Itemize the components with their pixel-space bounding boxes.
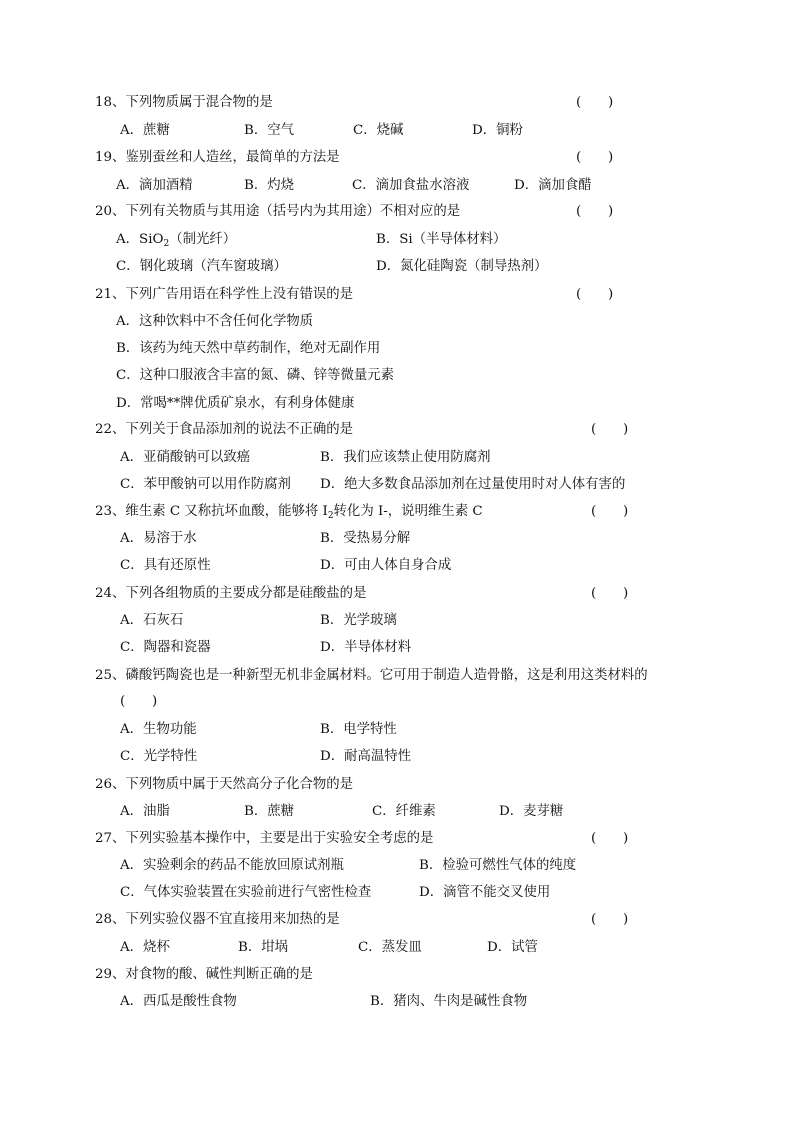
question-23-option-b: B．受热易分解 (320, 531, 411, 546)
question-19-option-d: D．滴加食醋 (514, 178, 592, 193)
question-28-option-d: D．试管 (487, 940, 538, 955)
question-21-option-a: A．这种饮料中不含任何化学物质 (116, 314, 314, 329)
question-19-option-b: B．灼烧 (244, 178, 295, 193)
question-22-stem: 22、下列关于食品添加剂的说法不正确的是 (95, 422, 354, 437)
question-25-option-d: D．耐高温特性 (320, 749, 412, 764)
question-24-option-c: C．陶器和瓷器 (120, 640, 211, 655)
question-24-option-a: A．石灰石 (120, 613, 184, 628)
question-22-option-b: B．我们应该禁止使用防腐剂 (320, 450, 491, 465)
question-20-option-d: D．氮化硅陶瓷（制导热剂） (376, 259, 548, 274)
option-a-use: （制光纤） (169, 232, 237, 247)
stem-part-1: 23、维生素 C 又称抗坏血酸，能够将 I (95, 504, 328, 519)
subscript: 2 (327, 511, 334, 521)
question-20-answer-paren: ( ) (576, 204, 614, 219)
subscript: 2 (163, 239, 170, 249)
question-23-option-d: D．可由人体自身合成 (320, 558, 452, 573)
question-26-option-b: B．蔗糖 (244, 804, 295, 819)
question-23-answer-paren: ( ) (591, 504, 629, 519)
question-20-option-b: B．Si（半导体材料） (376, 232, 507, 247)
option-a-formula: A．SiO (116, 232, 164, 247)
question-27-answer-paren: ( ) (591, 831, 629, 846)
question-25-stem: 25、磷酸钙陶瓷也是一种新型无机非金属材料。它可用于制造人造骨骼，这是利用这类材料的 (95, 668, 648, 683)
question-18-answer-paren: ( ) (576, 95, 614, 110)
question-26-option-a: A．油脂 (120, 804, 170, 819)
question-29-option-a: A．西瓜是酸性食物 (120, 994, 237, 1009)
question-22-answer-paren: ( ) (591, 422, 629, 437)
question-24-option-d: D．半导体材料 (320, 640, 412, 655)
question-18-option-a: A．蔗糖 (120, 123, 170, 138)
stem-part-2: 转化为 I-，说明维生素 C (333, 504, 483, 519)
question-28-answer-paren: ( ) (591, 912, 629, 927)
question-25-option-a: A．生物功能 (120, 722, 197, 737)
question-27-option-d: D．滴管不能交叉使用 (419, 885, 551, 900)
question-20-stem: 20、下列有关物质与其用途（括号内为其用途）不相对应的是 (95, 204, 461, 219)
question-26-stem: 26、下列物质中属于天然高分子化合物的是 (95, 777, 354, 792)
question-18-option-d: D．铜粉 (472, 123, 523, 138)
question-23-option-c: C．具有还原性 (120, 558, 211, 573)
question-28-option-c: C．蒸发皿 (358, 940, 422, 955)
question-25-option-b: B．电学特性 (320, 722, 397, 737)
question-19-answer-paren: ( ) (576, 150, 614, 165)
question-27-stem: 27、下列实验基本操作中，主要是出于实验安全考虑的是 (95, 831, 434, 846)
question-19-option-a: A．滴加酒精 (116, 178, 193, 193)
question-27-option-a: A．实验剩余的药品不能放回原试剂瓶 (120, 858, 344, 873)
question-21-stem: 21、下列广告用语在科学性上没有错误的是 (95, 287, 354, 302)
question-27-option-b: B．检验可燃性气体的纯度 (419, 858, 577, 873)
question-21-answer-paren: ( ) (576, 287, 614, 302)
question-28-option-b: B．坩埚 (238, 940, 289, 955)
question-23-option-a: A．易溶于水 (120, 531, 197, 546)
question-29-stem: 29、对食物的酸、碱性判断正确的是 (95, 967, 313, 982)
question-29-option-b: B．猪肉、牛肉是碱性食物 (370, 994, 528, 1009)
question-27-option-c: C．气体实验装置在实验前进行气密性检查 (120, 885, 372, 900)
question-21-option-d: D．常喝**牌优质矿泉水，有利身体健康 (116, 396, 355, 411)
question-22-option-c: C．苯甲酸钠可以用作防腐剂 (120, 477, 291, 492)
question-19-stem: 19、鉴别蚕丝和人造丝，最简单的方法是 (95, 150, 340, 165)
question-21-option-b: B．该药为纯天然中草药制作，绝对无副作用 (116, 341, 381, 356)
question-24-option-b: B．光学玻璃 (320, 613, 397, 628)
question-22-option-d: D．绝大多数食品添加剂在过量使用时对人体有害的 (320, 477, 626, 492)
question-23-stem (95, 503, 483, 521)
question-28-option-a: A．烧杯 (120, 940, 170, 955)
question-26-option-c: C．纤维素 (372, 804, 436, 819)
question-18-option-c: C．烧碱 (353, 123, 404, 138)
question-25-option-c: C．光学特性 (120, 749, 198, 764)
question-26-option-d: D．麦芽糖 (499, 804, 564, 819)
question-24-answer-paren: ( ) (591, 586, 629, 601)
question-25-answer-paren: ( ) (120, 694, 158, 709)
question-18-stem: 18、下列物质属于混合物的是 (95, 95, 273, 110)
question-18-option-b: B．空气 (244, 123, 295, 138)
question-20-option-c: C．钢化玻璃（汽车窗玻璃） (116, 259, 287, 274)
question-21-option-c: C．这种口服液含丰富的氮、磷、锌等微量元素 (116, 368, 395, 383)
question-22-option-a: A．亚硝酸钠可以致癌 (120, 450, 251, 465)
question-20-option-a (116, 231, 236, 249)
question-19-option-c: C．滴加食盐水溶液 (352, 178, 470, 193)
question-24-stem: 24、下列各组物质的主要成分都是硅酸盐的是 (95, 586, 367, 601)
question-28-stem: 28、下列实验仪器不宜直接用来加热的是 (95, 912, 340, 927)
